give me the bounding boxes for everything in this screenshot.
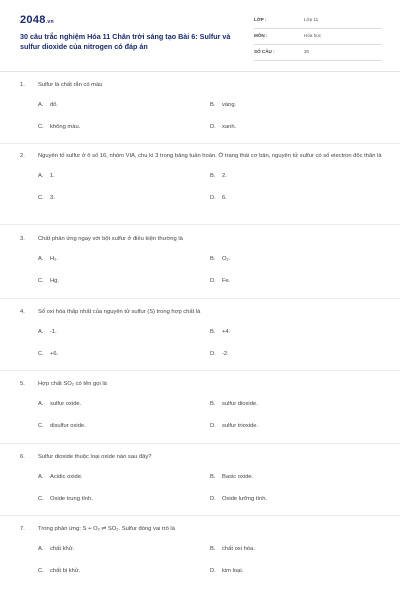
question-number: 1.: [20, 82, 25, 88]
option-key: C.: [38, 278, 44, 284]
option-c[interactable]: [38, 496, 93, 502]
option-key: D.: [210, 496, 216, 502]
question-text: [20, 307, 382, 318]
option-text: sulfur oxide.: [50, 401, 82, 407]
question-item: [20, 80, 382, 139]
option-key: A.: [38, 173, 44, 179]
option-c[interactable]: [38, 568, 80, 574]
meta-row-count: [254, 46, 382, 61]
meta-value: Hóa học: [304, 33, 322, 38]
option-key: C.: [38, 496, 44, 502]
option-text: Fe.: [222, 278, 231, 284]
option-text: 1.: [50, 173, 55, 179]
option-text: Basic oxide.: [222, 474, 254, 480]
header-divider: [0, 71, 400, 72]
option-d[interactable]: [210, 351, 229, 357]
options-grid: [20, 390, 382, 438]
question-stem: Sulfur dioxide thuộc loại oxide nào sau đây?: [38, 454, 152, 460]
option-key: D.: [210, 195, 216, 201]
option-d[interactable]: [210, 278, 230, 284]
question-divider: [0, 143, 400, 144]
option-text: 3.: [50, 195, 55, 201]
question-item: [20, 307, 382, 366]
option-text: Oxide trung tính.: [50, 496, 93, 502]
option-d[interactable]: [210, 423, 258, 429]
option-text: đỏ.: [50, 102, 59, 108]
options-grid: [20, 162, 382, 210]
option-b[interactable]: [210, 102, 236, 108]
option-key: D.: [210, 423, 216, 429]
option-text: 6.: [222, 195, 227, 201]
option-text: 2.: [222, 173, 227, 179]
option-text: không màu.: [50, 124, 81, 130]
site-logo[interactable]: [20, 14, 54, 26]
option-a[interactable]: [38, 474, 83, 480]
option-key: B.: [210, 329, 216, 335]
question-text: [20, 234, 382, 245]
option-text: O₂.: [222, 256, 231, 262]
question-number: 3.: [20, 236, 25, 242]
question-number: 4.: [20, 309, 25, 315]
option-key: D.: [210, 278, 216, 284]
question-item: [20, 234, 382, 293]
option-key: A.: [38, 102, 44, 108]
option-b[interactable]: [210, 401, 258, 407]
option-key: D.: [210, 351, 216, 357]
option-key: B.: [210, 546, 216, 552]
question-stem: Trong phản ứng: S + O₂ ⇌ SO₂. Sulfur đóng vai trò là: [38, 526, 175, 532]
option-a[interactable]: [38, 256, 58, 262]
option-key: C.: [38, 351, 44, 357]
option-key: B.: [210, 401, 216, 407]
question-item: [20, 151, 382, 210]
option-a[interactable]: [38, 546, 74, 552]
option-text: +6.: [50, 351, 59, 357]
meta-value: Lớp 11: [304, 17, 319, 22]
option-d[interactable]: [210, 496, 267, 502]
option-key: A.: [38, 546, 44, 552]
option-c[interactable]: [38, 278, 59, 284]
meta-key: MÔN :: [254, 33, 268, 38]
question-divider: [0, 443, 400, 444]
option-a[interactable]: [38, 401, 81, 407]
question-number: 6.: [20, 454, 25, 460]
option-text: chất bị khử.: [50, 568, 81, 574]
options-grid: [20, 463, 382, 511]
option-d[interactable]: [210, 124, 236, 130]
meta-row-class: [254, 14, 382, 29]
question-text: [20, 151, 382, 162]
option-text: chất oxi hóa.: [222, 546, 255, 552]
option-c[interactable]: [38, 124, 80, 130]
option-d[interactable]: [210, 195, 227, 201]
question-stem: Hợp chất SO₂ có tên gọi là: [38, 381, 107, 387]
option-a[interactable]: [38, 102, 58, 108]
question-stem: Nguyên tố sulfur ở ô số 16, nhóm VIA, chu kì 3 trong bảng tuần hoàn. Ở trạng thái cơ bản, nguyên tử sulfur có số electron độc thân là: [38, 153, 382, 159]
question-text: [20, 524, 382, 535]
option-c[interactable]: [38, 195, 55, 201]
option-b[interactable]: [210, 546, 255, 552]
option-d[interactable]: [210, 568, 243, 574]
question-item: [20, 452, 382, 511]
option-key: C.: [38, 124, 44, 130]
option-a[interactable]: [38, 329, 57, 335]
option-key: A.: [38, 401, 44, 407]
option-key: B.: [210, 474, 216, 480]
logo-suffix: .vn: [45, 19, 54, 25]
option-c[interactable]: [38, 423, 86, 429]
meta-table: [254, 14, 382, 62]
question-stem: Số oxi hóa thấp nhất của nguyên tử sulfur (S) trong hợp chất là: [38, 309, 201, 315]
option-b[interactable]: [210, 329, 230, 335]
option-text: H₂.: [50, 256, 59, 262]
option-text: -1.: [50, 329, 57, 335]
question-divider: [0, 224, 400, 225]
option-key: B.: [210, 256, 216, 262]
option-text: chất khử.: [50, 546, 75, 552]
option-text: +4.: [222, 329, 231, 335]
option-key: A.: [38, 329, 44, 335]
option-text: Hg.: [50, 278, 60, 284]
question-number: 7.: [20, 526, 25, 532]
option-text: -2.: [222, 351, 229, 357]
options-grid: [20, 245, 382, 293]
option-b[interactable]: [210, 474, 253, 480]
option-key: B.: [210, 102, 216, 108]
option-key: D.: [210, 568, 216, 574]
option-text: Acidic oxide.: [50, 474, 83, 480]
meta-key: SỐ CÂU :: [254, 49, 275, 54]
option-b[interactable]: [210, 256, 230, 262]
question-stem: Chất phản ứng ngay với bột sulfur ở điều kiện thường là: [38, 236, 183, 242]
document-header: [20, 14, 382, 64]
option-a[interactable]: [38, 173, 55, 179]
document-title: 30 câu trắc nghiệm Hóa 11 Chân trời sáng tạo Bài 6: Sulfur và sulfur dioxide của nitrogen có đáp án: [20, 32, 231, 52]
question-divider: [0, 515, 400, 516]
question-divider: [0, 298, 400, 299]
logo-main: 2048: [20, 14, 46, 26]
options-grid: [20, 318, 382, 366]
option-text: Oxide lưỡng tính.: [222, 496, 268, 502]
option-text: sulfur dioxide.: [222, 401, 258, 407]
option-c[interactable]: [38, 351, 58, 357]
option-key: C.: [38, 195, 44, 201]
option-key: A.: [38, 474, 44, 480]
option-key: D.: [210, 124, 216, 130]
question-number: 2.: [20, 153, 25, 159]
option-text: disulfur oxide.: [50, 423, 86, 429]
meta-key: LỚP :: [254, 17, 267, 22]
option-text: xanh.: [222, 124, 237, 130]
question-text: [20, 80, 382, 91]
question-item: [20, 379, 382, 438]
question-divider: [0, 370, 400, 371]
question-item: [20, 524, 382, 583]
option-key: A.: [38, 256, 44, 262]
question-number: 5.: [20, 381, 25, 387]
question-text: [20, 379, 382, 390]
question-stem: Sulfur là chất rắn có màu: [38, 82, 103, 88]
option-key: C.: [38, 568, 44, 574]
options-grid: [20, 91, 382, 139]
question-text: [20, 452, 382, 463]
options-grid: [20, 535, 382, 583]
option-key: C.: [38, 423, 44, 429]
option-text: vàng.: [222, 102, 237, 108]
meta-row-subject: [254, 30, 382, 45]
meta-value: 30: [304, 49, 310, 54]
option-text: sulfur trioxide.: [222, 423, 259, 429]
option-b[interactable]: [210, 173, 227, 179]
option-key: B.: [210, 173, 216, 179]
option-text: kim loại.: [222, 568, 244, 574]
